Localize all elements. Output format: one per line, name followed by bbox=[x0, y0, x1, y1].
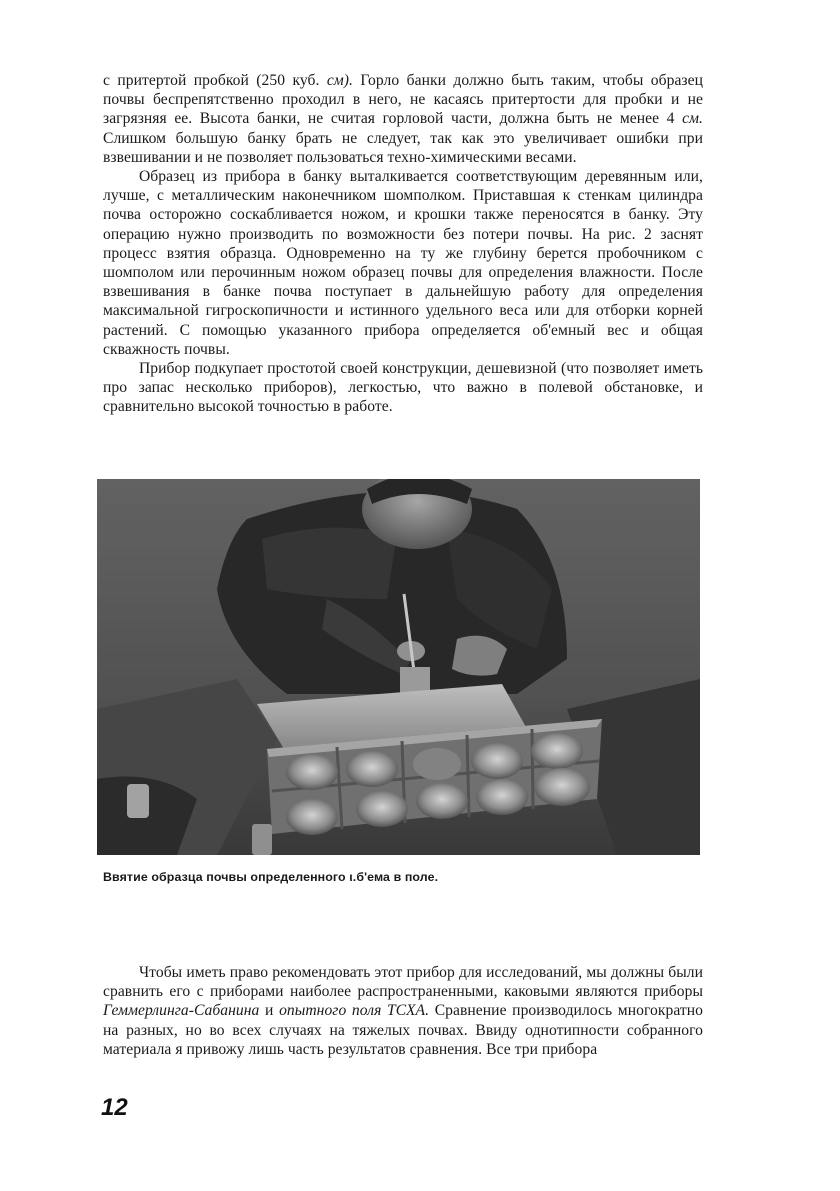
text-run: и bbox=[259, 1002, 280, 1020]
paragraph bbox=[103, 167, 703, 359]
page-number: 12 bbox=[101, 1094, 128, 1121]
text-run: Слишком большую банку брать не следует, так как это увеличивает ошибки при взвешивании и не позволяет пользоваться техно-химическими весами. bbox=[103, 129, 703, 166]
photo-illustration bbox=[97, 479, 700, 855]
text-block-top bbox=[103, 71, 703, 417]
figure-caption: Ввятие образца почвы определенного ι.б'ема в поле. bbox=[103, 870, 439, 884]
text-run: Сравнение производилось многократно на разных, но во всех случаях на тяжелых почвах. Ввиду однотипности собранного материала я привожу лишь часть результатов сравнения. Все три прибора bbox=[103, 1002, 703, 1058]
text-run: Образец из прибора в банку выталкивается соответствующим деревянным или, лучше, с металлическим наконечником шомполком. Приставшая к стенкам цилиндра почва осторожно соскабливается ножом, и крошки также переносятся в банку. Эту операцию нужно производить по возможности без потери почвы. На рис. 2 заснят процесс взятия образца. Одновременно на ту же глубину берется пробочником с шомполом или перочинным ножом образец почвы для определения влажности. После взвешивания в банке почва поступает в дальнейшую работу для определения максимальной гигроскопичности и истинного удельного веса или для отборки корней растений. С помощью указанного прибора определяется об'емный вес и общая скважность почвы. bbox=[103, 168, 703, 358]
italic-text: см). bbox=[326, 72, 353, 89]
text-run: Горло банки должно быть таким, чтобы образец почвы беспрепятственно проходил в него, не касаясь притертости для пробки и не загрязняя ее. Высота банки, не считая горловой части, должна быть не менее 4 bbox=[103, 72, 703, 128]
text-block-bottom bbox=[103, 963, 703, 1059]
text-run: с притертой пробкой (250 куб. bbox=[103, 72, 327, 89]
figure-photo bbox=[97, 479, 700, 855]
paragraph bbox=[103, 359, 703, 417]
italic-text: см. bbox=[682, 110, 703, 128]
italic-text: Геммерлинга-Сабанина bbox=[103, 1002, 260, 1020]
text-run: Прибор подкупает простотой своей конструкции, дешевизной (что позволяет иметь про запас несколько приборов), легкостью, что важно в полевой обстановке, и сравнительно высокой точностью в работе. bbox=[103, 360, 703, 416]
paragraph bbox=[103, 963, 703, 1059]
text-run: Чтобы иметь право рекомендовать этот прибор для исследований, мы должны были сравнить его с приборами наиболее распространенными, каковыми являются приборы bbox=[103, 964, 703, 1001]
paragraph bbox=[103, 71, 703, 167]
italic-text: опытного поля ТСХА. bbox=[279, 1002, 430, 1020]
